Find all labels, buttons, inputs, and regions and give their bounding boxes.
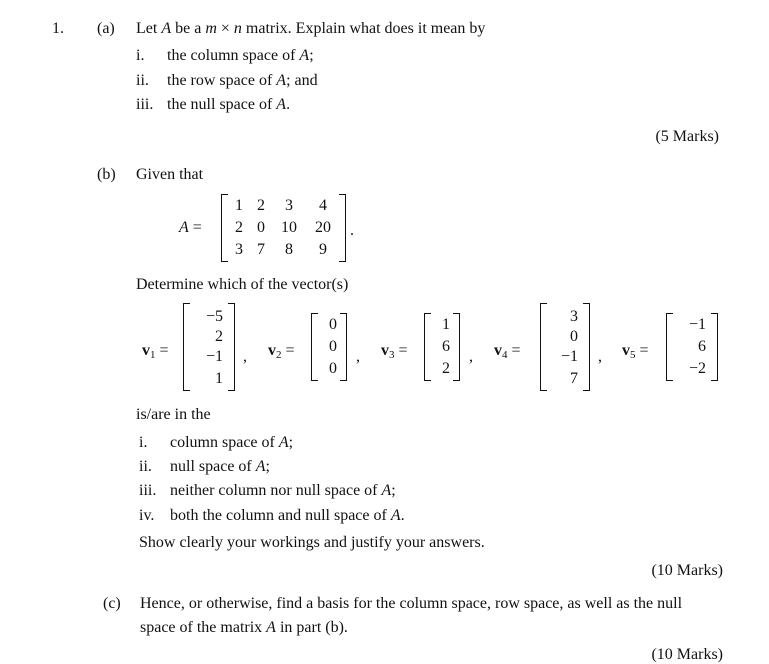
part-c-line-2	[140, 619, 348, 637]
left-bracket	[221, 194, 228, 262]
vector-comma: ,	[469, 348, 473, 365]
var-a: A	[161, 20, 172, 37]
vector-symbol: v	[142, 342, 150, 359]
matrix-cell: 2	[257, 197, 265, 214]
var-a: A	[266, 619, 276, 636]
matrix-cell: 20	[315, 219, 331, 236]
vector-entry: −2	[688, 360, 706, 377]
part-b-option-2	[170, 458, 270, 476]
vector-v5-label: $v_5$ =	[622, 342, 649, 361]
vector-entry: −1	[560, 348, 578, 365]
vector-v2	[311, 313, 347, 381]
vector-v1-label: $v_1$ =	[142, 342, 169, 361]
vector-entry: 2	[215, 328, 223, 345]
matrix-cell: 8	[285, 241, 293, 258]
part-b-option-3	[170, 482, 396, 500]
part-c-text: in part (b).	[275, 619, 348, 636]
part-a-item-3	[167, 96, 290, 114]
vector-entry: −1	[205, 348, 223, 365]
part-b-given: Given that	[136, 166, 204, 183]
part-b-label: (b)	[97, 166, 116, 183]
part-b-option-3-num: iii.	[139, 482, 157, 499]
vector-entry: 1	[215, 370, 223, 387]
part-a-item-3-num: iii.	[136, 96, 154, 113]
vector-v2-label: $v_2$ =	[268, 342, 295, 361]
vector-entry: 0	[570, 328, 578, 345]
vector-entry: 6	[698, 338, 706, 355]
right-bracket	[711, 313, 718, 381]
vector-v4-label: $v_4$ =	[494, 342, 521, 361]
vector-entry: −1	[688, 316, 706, 333]
option-end: ;	[265, 458, 270, 475]
stem-text: Let	[136, 20, 162, 37]
part-b-determine: Determine which of the vector(s)	[136, 276, 349, 293]
matrix-cell: 2	[235, 219, 243, 236]
vector-subscript: 1	[150, 349, 156, 361]
part-b-option-1-num: i.	[139, 434, 148, 451]
part-c-label: (c)	[103, 595, 121, 612]
vector-v1	[183, 303, 235, 391]
option-text: column space of	[170, 434, 279, 451]
vector-symbol: v	[622, 342, 630, 359]
option-end: ;	[288, 434, 294, 451]
item-text: the column space of	[167, 47, 300, 64]
item-text: the null space of	[167, 96, 277, 113]
var-a: A	[276, 72, 287, 89]
matrix-label	[179, 219, 202, 237]
vector-symbol: v	[268, 342, 276, 359]
part-b-option-4	[170, 507, 405, 525]
part-a-stem	[136, 20, 485, 38]
option-text: both the column and null space of	[170, 507, 391, 524]
question-number: 1.	[52, 20, 64, 37]
part-a-marks: (5 Marks)	[655, 128, 719, 145]
var-a: A	[276, 96, 287, 113]
var-a: A	[381, 482, 392, 499]
right-bracket	[339, 194, 346, 262]
part-a-item-1-num: i.	[136, 47, 145, 64]
right-bracket	[453, 313, 460, 381]
option-end: .	[400, 507, 405, 524]
vector-subscript: 3	[389, 349, 395, 361]
stem-text: matrix. Explain what does it mean by	[241, 20, 486, 37]
part-a-item-2	[167, 72, 318, 90]
var-m: m	[205, 20, 217, 37]
matrix-cell: 0	[257, 219, 265, 236]
matrix-period: .	[350, 222, 354, 239]
item-end: ;	[309, 47, 314, 64]
vector-entry: −5	[205, 308, 223, 325]
part-b-option-1	[170, 434, 293, 452]
option-end: ;	[391, 482, 396, 499]
matrix-cell: 3	[285, 197, 293, 214]
vector-subscript: 4	[502, 349, 508, 361]
option-text: neither column nor null space of	[170, 482, 382, 499]
item-text: the row space of	[167, 72, 277, 89]
matrix-cell: 9	[319, 241, 327, 258]
right-bracket	[228, 303, 235, 391]
vector-comma: ,	[598, 348, 602, 365]
stem-text: be a	[171, 20, 206, 37]
part-c-text: space of the matrix	[140, 619, 267, 636]
part-a-label: (a)	[97, 20, 115, 37]
option-text: null space of	[170, 458, 256, 475]
vector-entry: 3	[570, 308, 578, 325]
matrix-cell: 7	[257, 241, 265, 258]
matrix-a	[221, 194, 346, 262]
var-a: A	[179, 219, 189, 236]
part-c-marks: (10 Marks)	[651, 646, 723, 663]
vector-entry: 1	[442, 316, 450, 333]
part-b-show: Show clearly your workings and justify your answers.	[139, 534, 485, 551]
right-bracket	[340, 313, 347, 381]
var-a: A	[299, 47, 310, 64]
vector-entry: 0	[329, 316, 337, 333]
times-symbol: ×	[216, 20, 234, 37]
part-a-item-1	[167, 47, 314, 65]
vector-entry: 6	[442, 338, 450, 355]
part-b-option-4-num: iv.	[139, 507, 155, 524]
part-b-option-2-num: ii.	[139, 458, 152, 475]
item-end: .	[286, 96, 291, 113]
vector-entry: 0	[329, 360, 337, 377]
vector-v4	[540, 303, 590, 391]
matrix-cell: 3	[235, 241, 243, 258]
vector-v5	[666, 313, 718, 381]
matrix-cell: 1	[235, 197, 243, 214]
vector-entry: 0	[329, 338, 337, 355]
vector-subscript: 2	[276, 349, 282, 361]
vector-symbol: v	[494, 342, 502, 359]
part-b-isare: is/are in the	[136, 406, 211, 423]
item-end: ; and	[286, 72, 318, 89]
vector-symbol: v	[381, 342, 389, 359]
vector-subscript: 5	[630, 349, 636, 361]
var-a: A	[278, 434, 289, 451]
vector-entry: 7	[570, 370, 578, 387]
matrix-cell: 10	[281, 219, 297, 236]
vector-comma: ,	[356, 348, 360, 365]
vector-entry: 2	[442, 360, 450, 377]
right-bracket	[583, 303, 590, 391]
part-a-item-2-num: ii.	[136, 72, 149, 89]
equals-sign: =	[192, 219, 202, 236]
vector-comma: ,	[243, 348, 247, 365]
var-a: A	[255, 458, 266, 475]
vector-v3-label: $v_3$ =	[381, 342, 408, 361]
vector-v3	[424, 313, 460, 381]
part-b-marks: (10 Marks)	[651, 562, 723, 579]
var-n: n	[233, 20, 242, 37]
var-a: A	[390, 507, 401, 524]
part-c-line-1: Hence, or otherwise, find a basis for the column space, row space, as well as the null	[140, 595, 683, 612]
matrix-cell: 4	[319, 197, 327, 214]
